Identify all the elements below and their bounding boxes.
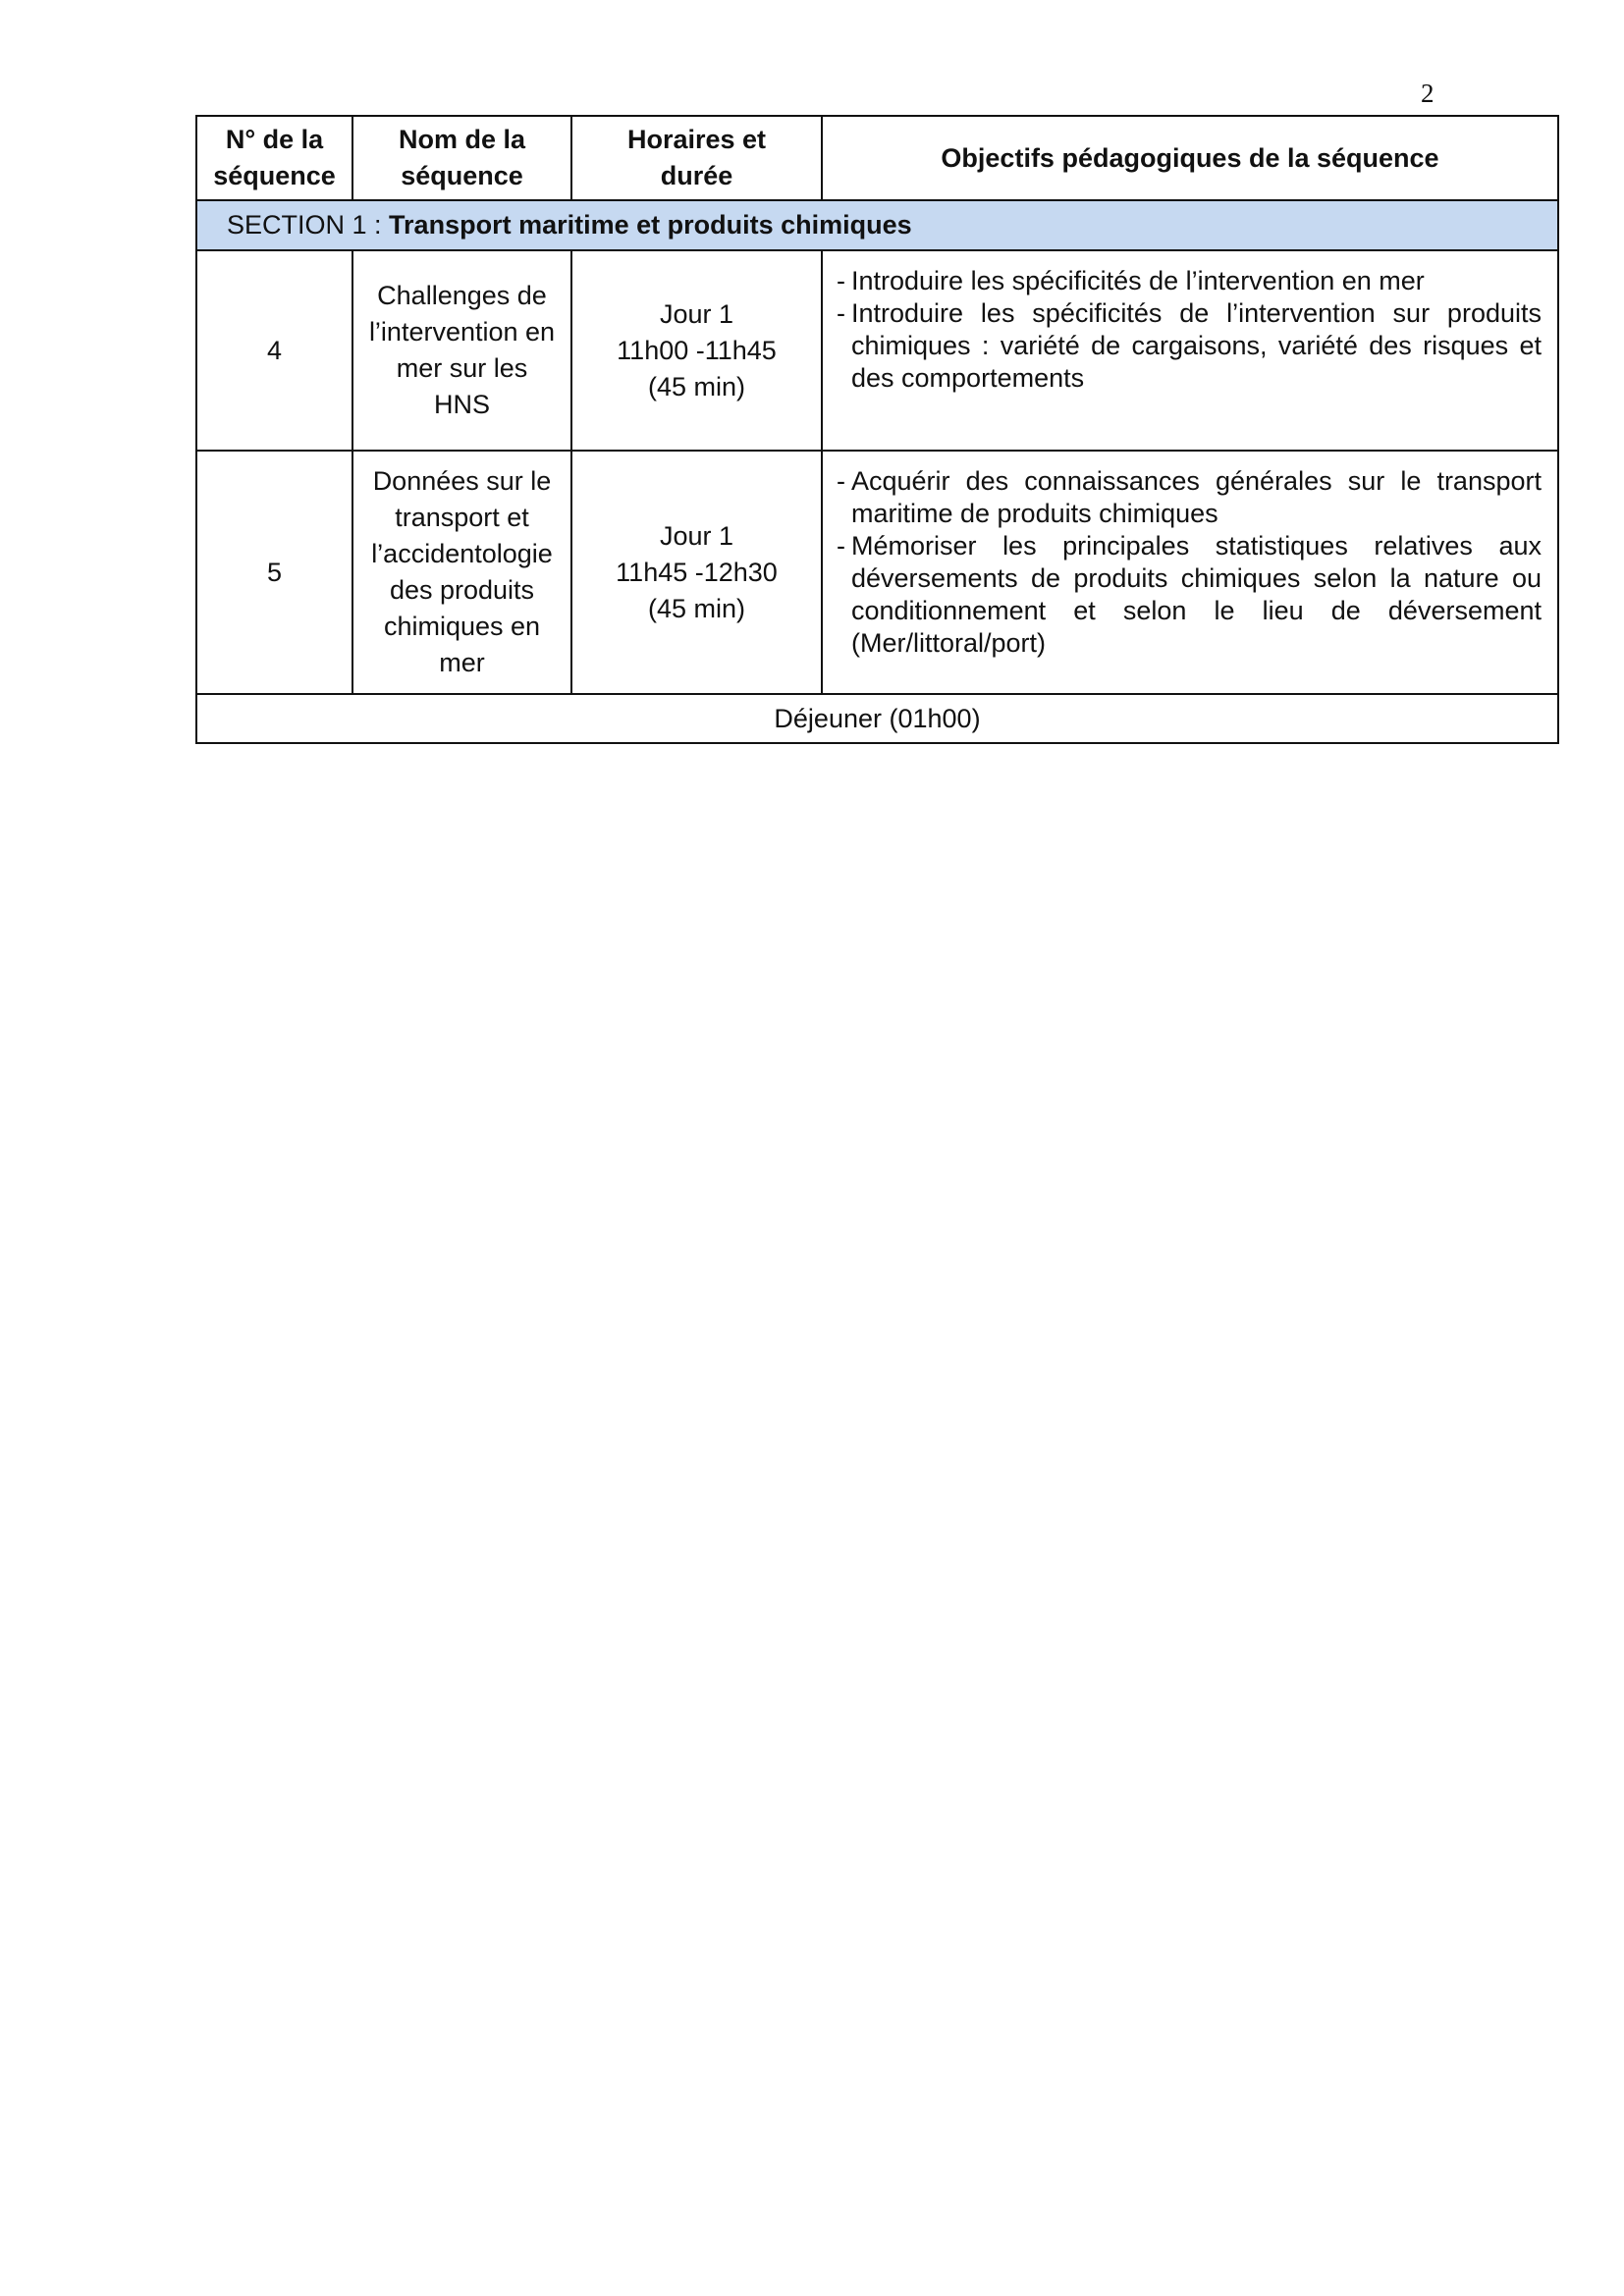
objective-item: - Introduire les spécificités de l’intervention sur produits chimiques : variété de cargaisons, variété des risques et des comportements [837,297,1542,395]
schedule-hours: 11h00 -11h45 [617,335,777,365]
header-objectives: Objectifs pédagogiques de la séquence [822,116,1558,200]
objectives-list [837,465,1542,660]
sequence-number-cell: 4 [196,250,352,451]
objectives-cell [822,250,1558,451]
schedule-cell [571,451,822,694]
header-schedule-duration: Horaires et durée [571,116,822,200]
objective-item: - Mémoriser les principales statistiques relatives aux déversements de produits chimiques selon la nature ou conditionnement et selon le lieu de déversement (Mer/littoral/port) [837,530,1542,660]
lunch-row [196,694,1558,743]
schedule-hours: 11h45 -12h30 [616,557,778,587]
objective-item: - Acquérir des connaissances générales sur le transport maritime de produits chimiques [837,465,1542,530]
sequence-name-cell: Données sur le transport et l’accidentologie des produits chimiques en mer [352,451,571,694]
schedule-day: Jour 1 [659,520,734,551]
schedule-day: Jour 1 [659,298,734,329]
lunch-break: Déjeuner (01h00) [196,694,1558,743]
table-row [196,250,1558,451]
sequence-name-cell: Challenges de l’intervention en mer sur les HNS [352,250,571,451]
section-row [196,200,1558,250]
objectives-cell [822,451,1558,694]
sequence-table [195,115,1559,744]
section-prefix: SECTION 1 : [227,210,390,240]
table-row [196,451,1558,694]
sequence-number-cell: 5 [196,451,352,694]
schedule-duration: (45 min) [647,371,746,401]
schedule-duration: (45 min) [647,593,746,623]
objectives-list [837,265,1542,395]
page-number: 2 [1421,79,1435,108]
header-sequence-number: N° de la séquence [196,116,352,200]
schedule-cell [571,250,822,451]
header-sequence-name: Nom de la séquence [352,116,571,200]
table-header-row [196,116,1558,200]
objective-item: - Introduire les spécificités de l’intervention en mer [837,265,1542,297]
section-heading [196,200,1558,250]
section-title: Transport maritime et produits chimiques [389,210,912,240]
